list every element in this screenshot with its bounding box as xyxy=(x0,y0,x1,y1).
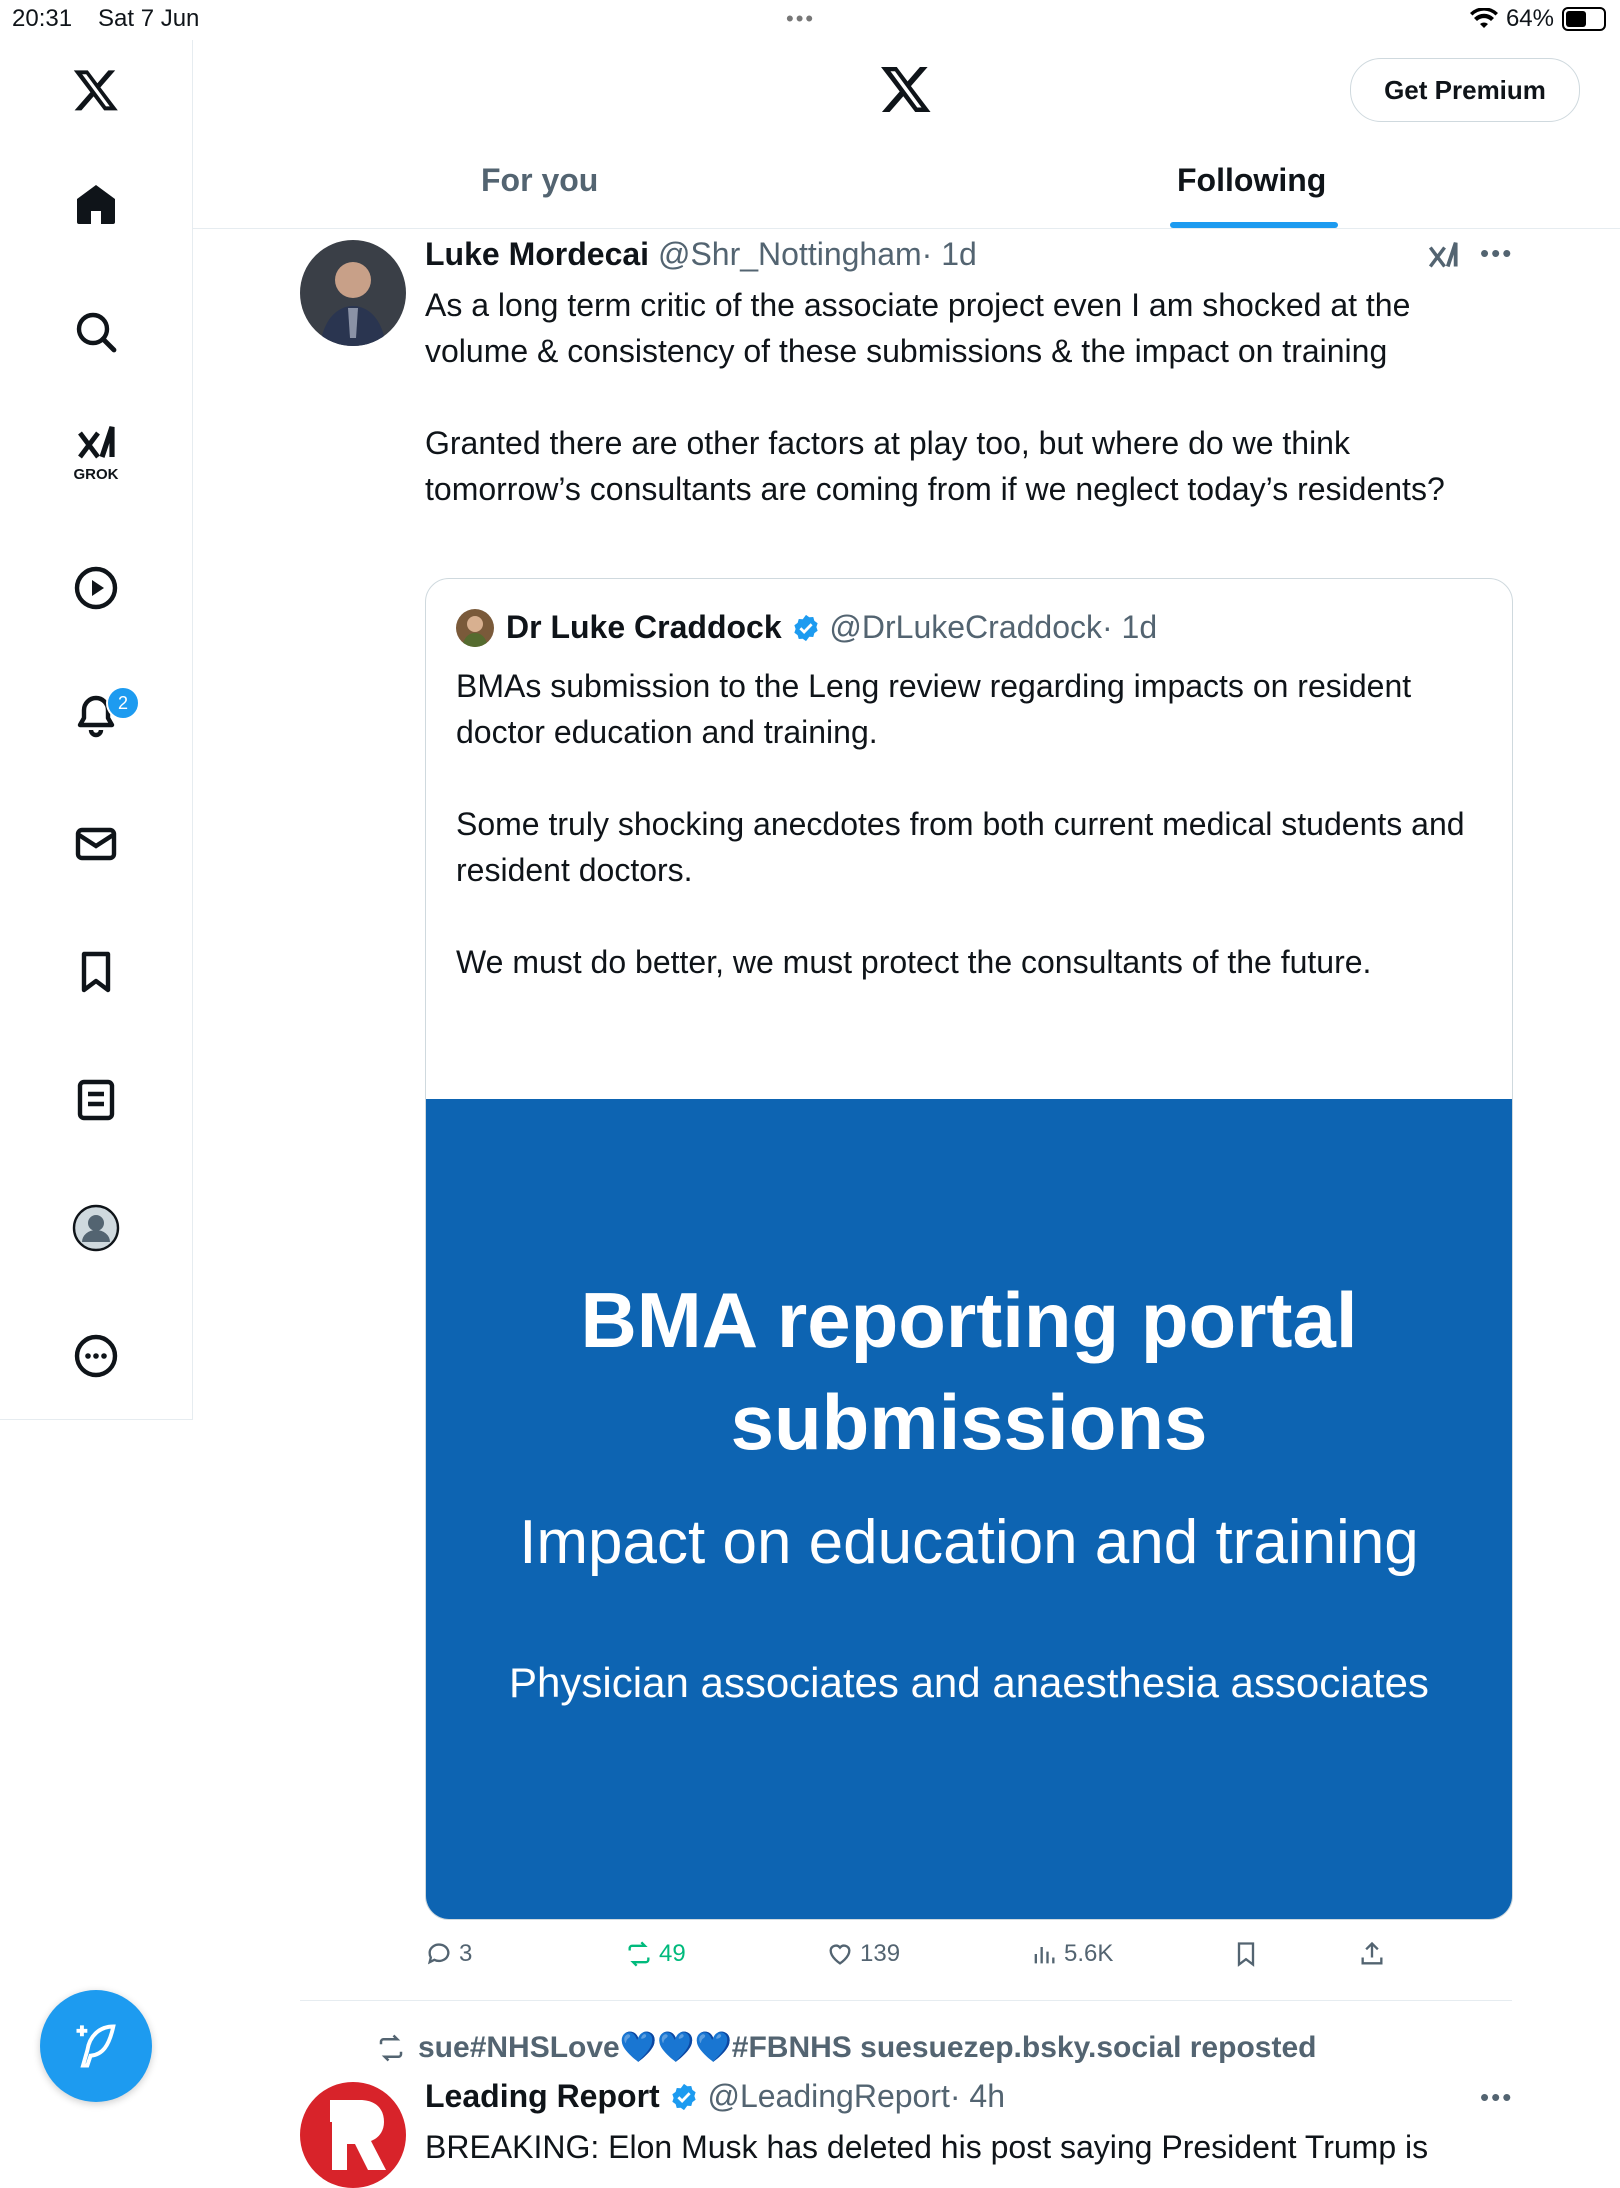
repost-icon xyxy=(625,1940,653,1968)
status-date: Sat 7 Jun xyxy=(98,5,200,32)
card-title-line1: BMA reporting portal xyxy=(580,1276,1358,1364)
multitasking-dots-icon[interactable]: ••• xyxy=(786,6,816,31)
next-post-author-handle[interactable]: @LeadingReport xyxy=(707,2078,950,2114)
quote-author-line xyxy=(506,609,1157,646)
next-post-text: BREAKING: Elon Musk has deleted his post saying President Trump is xyxy=(425,2129,1429,2165)
post-more-icon[interactable]: ••• xyxy=(1480,2082,1514,2112)
list-icon xyxy=(72,1076,120,1124)
avatar[interactable] xyxy=(300,240,406,346)
grok-icon[interactable] xyxy=(1424,238,1462,276)
battery-fill xyxy=(1566,11,1586,27)
tab-following[interactable]: Following xyxy=(1177,162,1327,198)
bookmark-icon xyxy=(1232,1940,1260,1968)
quote-avatar-photo xyxy=(456,609,494,647)
verified-badge-icon xyxy=(669,2082,699,2112)
active-tab-indicator xyxy=(1170,222,1338,228)
post-author-name[interactable]: Luke Mordecai xyxy=(425,236,650,272)
quote-media-card[interactable] xyxy=(426,1099,1512,1919)
repost-button[interactable] xyxy=(625,1940,686,1968)
quote-time: · 1d xyxy=(1102,609,1158,645)
card-title xyxy=(426,1269,1512,1473)
card-subtitle: Impact on education and training xyxy=(519,1508,1419,1577)
quote-avatar xyxy=(456,609,494,647)
play-icon xyxy=(72,564,120,612)
grok-label: GROK xyxy=(73,466,119,483)
sidebar-item-grok[interactable] xyxy=(56,408,136,508)
sidebar-divider xyxy=(0,1419,192,1420)
bookmark-button[interactable] xyxy=(1232,1940,1260,1968)
sidebar-item-lists[interactable] xyxy=(56,1060,136,1140)
status-bar xyxy=(0,0,1620,40)
battery-percent: 64% xyxy=(1505,5,1554,32)
sidebar-item-notifications[interactable] xyxy=(56,676,136,756)
next-post-author-name[interactable]: Leading Report xyxy=(425,2078,660,2114)
grok-icon xyxy=(72,421,120,469)
verified-badge-icon xyxy=(791,613,821,643)
post-author-line xyxy=(425,236,977,273)
post-author-handle[interactable]: @Shr_Nottingham xyxy=(657,236,922,272)
get-premium-button[interactable]: Get Premium xyxy=(1350,58,1580,122)
x-logo-link[interactable] xyxy=(56,50,136,130)
sidebar-item-home[interactable] xyxy=(56,164,136,244)
leading-report-logo xyxy=(300,2082,406,2188)
post-divider xyxy=(300,2000,1512,2001)
share-button[interactable] xyxy=(1358,1940,1386,1968)
views-chart-icon xyxy=(1030,1940,1058,1968)
sidebar-item-profile[interactable] xyxy=(56,1188,136,1268)
views-count: 5.6K xyxy=(1064,1940,1114,1967)
repost-count: 49 xyxy=(659,1940,686,1967)
sidebar-item-explore[interactable] xyxy=(56,292,136,372)
profile-avatar-icon xyxy=(72,1204,120,1252)
card-title-line2: submissions xyxy=(730,1378,1208,1466)
sidebar-item-more[interactable] xyxy=(56,1316,136,1396)
like-count: 139 xyxy=(860,1940,901,1967)
tab-for-you[interactable]: For you xyxy=(481,162,599,198)
avatar[interactable] xyxy=(300,2082,406,2188)
repost-context xyxy=(376,2030,1316,2065)
search-icon xyxy=(72,308,120,356)
wifi-icon xyxy=(1470,8,1498,30)
repost-icon xyxy=(376,2033,406,2063)
quoted-post[interactable] xyxy=(425,578,1513,1920)
status-right xyxy=(1470,5,1606,33)
quote-text: BMAs submission to the Leng review regarding impacts on resident doctor education and training. Some truly shocking anecdotes from both current medical students and resident doctors. We must do better, we must protect the consultants of the future. xyxy=(456,668,1465,980)
reply-button[interactable] xyxy=(425,1940,472,1968)
timeline-header xyxy=(193,40,1620,229)
x-logo-icon xyxy=(879,62,933,116)
compose-feather-icon xyxy=(70,2020,122,2072)
share-icon xyxy=(1358,1940,1386,1968)
reposted-by-text[interactable]: sue#NHSLove💙💙💙#FBNHS suesuezep.bsky.social reposted xyxy=(418,2031,1317,2064)
next-post-author-line xyxy=(425,2078,1005,2115)
sidebar-item-messages[interactable] xyxy=(56,804,136,884)
heart-icon xyxy=(826,1940,854,1968)
reply-icon xyxy=(425,1940,453,1968)
mail-icon xyxy=(72,820,120,868)
bookmark-icon xyxy=(72,948,120,996)
post-more-icon[interactable]: ••• xyxy=(1480,238,1514,268)
card-subtitle-2: Physician associates and anaesthesia associates xyxy=(509,1659,1429,1706)
battery-icon xyxy=(1562,7,1606,31)
more-circle-icon xyxy=(72,1332,120,1380)
sidebar-item-bookmarks[interactable] xyxy=(56,932,136,1012)
home-icon xyxy=(72,180,120,228)
quote-author-name: Dr Luke Craddock xyxy=(506,609,782,645)
sidebar-item-video[interactable] xyxy=(56,548,136,628)
status-time: 20:31 xyxy=(12,5,73,32)
views-button[interactable] xyxy=(1030,1940,1113,1968)
notification-badge: 2 xyxy=(106,686,140,720)
quote-author-handle: @DrLukeCraddock xyxy=(829,609,1102,645)
avatar-photo xyxy=(300,240,406,346)
compose-post-button[interactable] xyxy=(40,1990,152,2102)
next-post-time[interactable]: · 4h xyxy=(949,2078,1006,2114)
like-button[interactable] xyxy=(826,1940,900,1968)
reply-count: 3 xyxy=(459,1940,473,1967)
x-logo-icon xyxy=(72,66,120,114)
post-time[interactable]: · 1d xyxy=(921,236,977,272)
post-text: As a long term critic of the associate project even I am shocked at the volume & consistency of these submissions & the impact on training Granted there are other factors at play too, but where do we think tomorrow’s consultants are coming from if we neglect today’s residents? xyxy=(425,287,1445,507)
